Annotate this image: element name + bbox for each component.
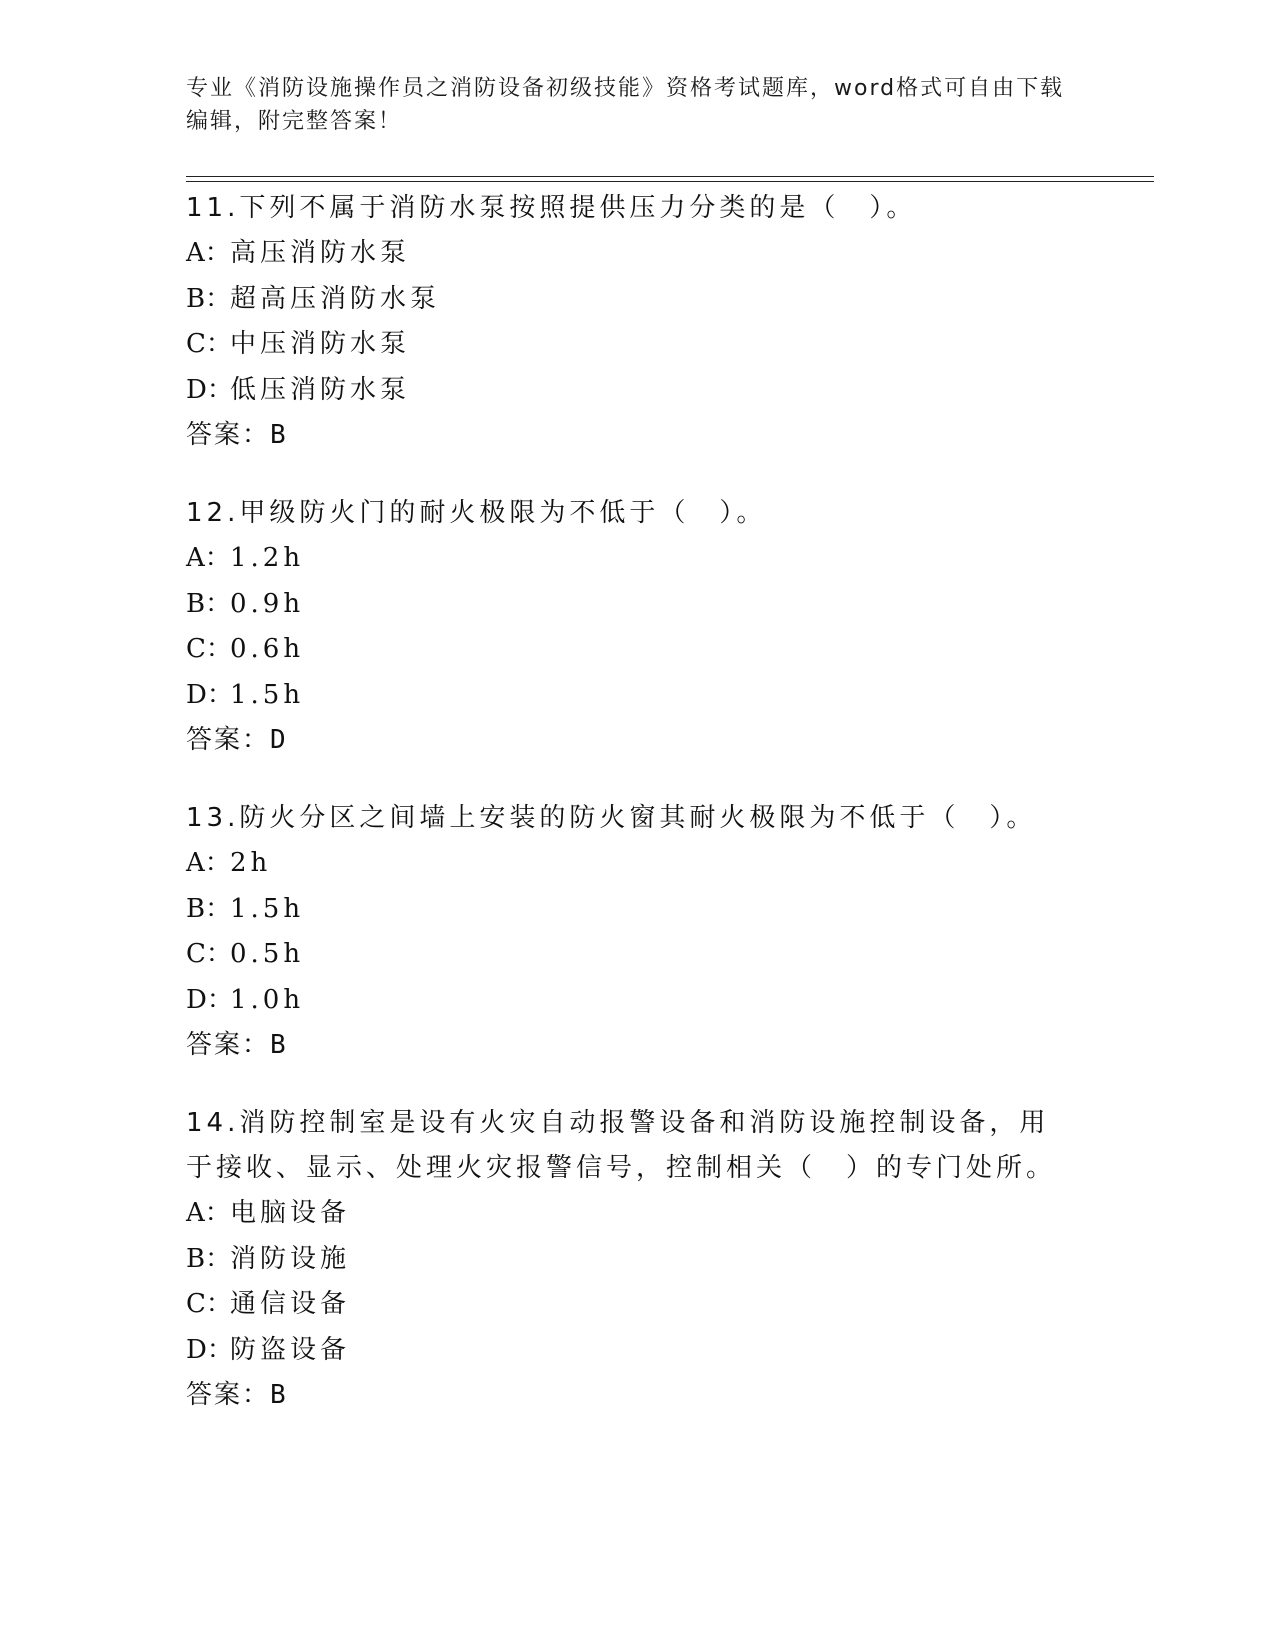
option-d (186, 673, 1086, 719)
option-b (186, 1237, 1066, 1283)
question-11 (186, 186, 1086, 459)
question-stem: 14.消防控制室是设有火灾自动报警设备和消防设施控制设备，用于接收、显示、处理火灾报警信号，控制相关（ ）的专门处所。 (186, 1108, 1057, 1183)
answer-line (186, 1373, 1066, 1419)
option-c (186, 627, 1086, 673)
option-d (186, 978, 1086, 1024)
question-13 (186, 796, 1086, 1069)
option-text: 通信设备 (230, 1289, 351, 1319)
option-letter: A： (186, 1198, 231, 1228)
option-a (186, 231, 1086, 277)
option-b (186, 582, 1086, 628)
answer-value: B (270, 1030, 288, 1060)
header-divider-top (186, 176, 1154, 177)
question-stem: 12.甲级防火门的耐火极限为不低于（ ）。 (186, 498, 767, 528)
option-text: 0.9h (230, 588, 305, 619)
question-14 (186, 1101, 1066, 1419)
answer-label: 答案： (186, 1380, 271, 1410)
option-letter: B： (186, 283, 232, 314)
header-divider-bottom (186, 181, 1154, 182)
option-c (186, 1282, 1066, 1328)
answer-line (186, 413, 1086, 459)
option-letter: D： (186, 679, 233, 710)
option-letter: D： (186, 1334, 233, 1365)
option-b (186, 277, 1086, 323)
option-letter: D： (186, 374, 233, 405)
option-letter: C： (186, 939, 232, 969)
option-a (186, 841, 1086, 887)
option-text: 电脑设备 (230, 1198, 351, 1228)
option-text: 0.6h (230, 634, 305, 664)
option-d (186, 1328, 1066, 1374)
option-text: 高压消防水泵 (230, 238, 411, 268)
option-text: 1.5h (230, 679, 305, 710)
answer-value: D (270, 725, 288, 755)
option-text: 低压消防水泵 (230, 374, 411, 405)
document-header: 专业《消防设施操作员之消防设备初级技能》资格考试题库，word格式可自由下载编辑，附完整答案！ (186, 76, 1065, 134)
option-letter: C： (186, 1289, 232, 1319)
option-letter: B： (186, 1243, 232, 1274)
option-text: 1.0h (230, 984, 305, 1015)
option-letter: B： (186, 893, 232, 924)
answer-value: B (270, 420, 288, 450)
option-letter: D： (186, 984, 233, 1015)
option-text: 中压消防水泵 (230, 329, 411, 359)
answer-label: 答案： (186, 420, 271, 450)
option-d (186, 368, 1086, 414)
option-b (186, 887, 1086, 933)
option-a (186, 536, 1086, 582)
option-text: 消防设施 (230, 1243, 351, 1274)
option-text: 防盗设备 (230, 1334, 351, 1365)
option-letter: B： (186, 588, 232, 619)
question-stem: 11.下列不属于消防水泵按照提供压力分类的是（ ）。 (186, 193, 917, 223)
question-stem: 13.防火分区之间墙上安装的防火窗其耐火极限为不低于（ ）。 (186, 803, 1037, 833)
answer-line (186, 1023, 1086, 1069)
option-text: 0.5h (230, 939, 305, 969)
option-text: 1.2h (230, 543, 305, 573)
option-letter: A： (186, 238, 231, 268)
option-c (186, 322, 1086, 368)
option-a (186, 1191, 1066, 1237)
option-letter: C： (186, 634, 232, 664)
answer-value: B (270, 1380, 288, 1410)
option-text: 2h (230, 848, 272, 878)
option-text: 超高压消防水泵 (230, 283, 441, 314)
answer-line (186, 718, 1086, 764)
question-12 (186, 491, 1086, 764)
option-text: 1.5h (230, 893, 305, 924)
option-letter: C： (186, 329, 232, 359)
answer-label: 答案： (186, 1030, 271, 1060)
answer-label: 答案： (186, 725, 271, 755)
option-letter: A： (186, 848, 231, 878)
option-c (186, 932, 1086, 978)
option-letter: A： (186, 543, 231, 573)
